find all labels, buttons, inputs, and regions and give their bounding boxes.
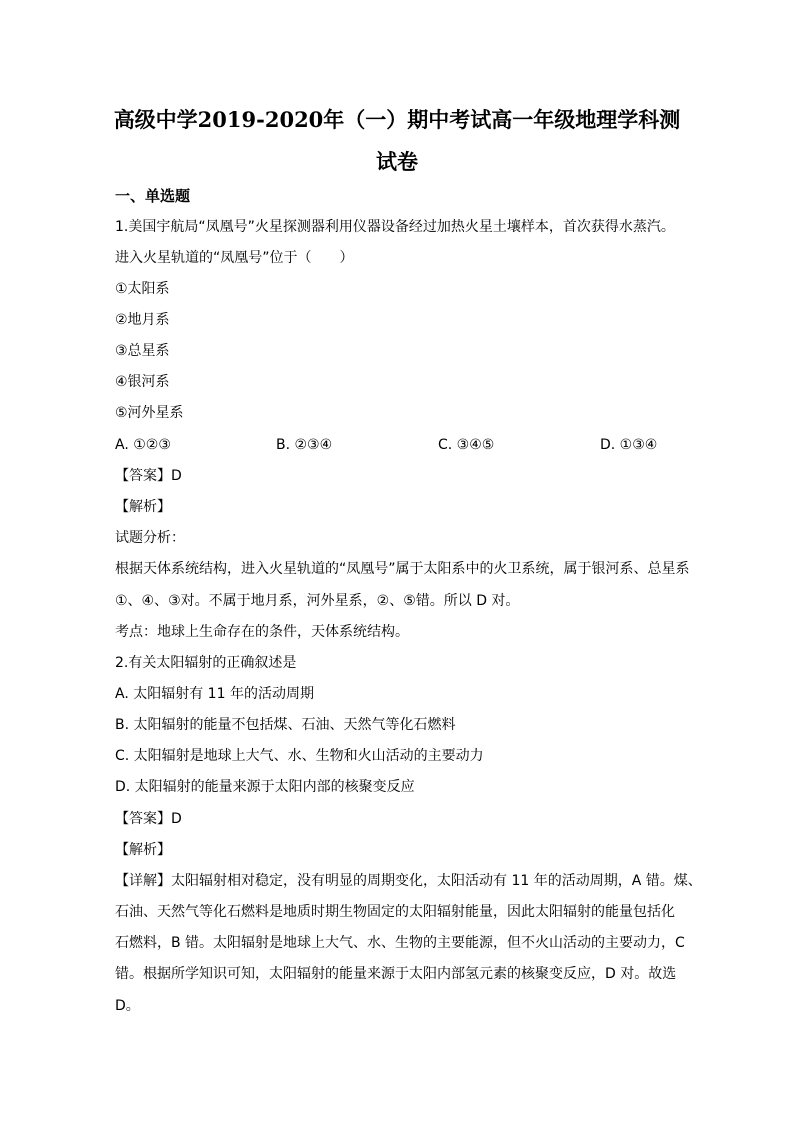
q2-analysis-label: 【解析】 <box>115 842 171 858</box>
q1-answer: 【答案】D <box>115 468 182 484</box>
q1-stem-line2: 进入火星轨道的“凤凰号”位于（ ） <box>115 250 354 266</box>
page-title-line1: 高级中学2019-2020年（一）期中考试高一年级地理学科测 <box>113 107 681 132</box>
q1-kaodian: 考点：地球上生命存在的条件，天体系统结构。 <box>115 624 409 640</box>
page-title-line2: 试卷 <box>376 149 418 174</box>
q1-analysis-line: 根据天体系统结构，进入火星轨道的“凤凰号”属于太阳系中的火卫系统，属于银河系、总星系 <box>115 561 690 577</box>
q1-option-c: C. ③④⑤ <box>438 437 495 453</box>
q1-stem-line1: 1.美国宇航局“凤凰号”火星探测器利用仪器设备经过加热火星土壤样本，首次获得水蒸汽。 <box>115 219 675 235</box>
q1-option-d: D. ①③④ <box>600 437 658 453</box>
q1-item: ⑤河外星系 <box>115 405 184 421</box>
q2-detail-line1 <box>115 871 702 891</box>
q1-item: ①太阳系 <box>115 281 170 297</box>
q2-detail-label: 【详解】 <box>115 873 171 889</box>
q1-analysis-label: 【解析】 <box>115 499 171 515</box>
q2-answer: 【答案】D <box>115 811 182 827</box>
q1-analysis-line: 试题分析： <box>115 530 185 546</box>
q1-item: ③总星系 <box>115 343 170 359</box>
q2-detail-line: 错。根据所学知识可知，太阳辐射的能量来源于太阳内部氢元素的核聚变反应，D 对。故选 <box>115 966 677 982</box>
q1-item: ④银河系 <box>115 374 170 390</box>
q2-option-c: C. 太阳辐射是地球上大气、水、生物和火山活动的主要动力 <box>115 748 484 764</box>
q2-option-b: B. 太阳辐射的能量不包括煤、石油、天然气等化石燃料 <box>115 717 456 733</box>
section-heading: 一、单选题 <box>115 187 191 205</box>
q2-detail-line: 石油、天然气等化石燃料是地质时期生物固定的太阳辐射能量，因此太阳辐射的能量包括化 <box>115 904 675 920</box>
q2-option-a: A. 太阳辐射有 11 年的活动周期 <box>115 686 314 702</box>
q1-option-a: A. ①②③ <box>115 437 171 453</box>
q2-option-d: D. 太阳辐射的能量来源于太阳内部的核聚变反应 <box>115 779 415 795</box>
q2-detail-text: 太阳辐射相对稳定，没有明显的周期变化，太阳活动有 11 年的活动周期，A 错。煤、 <box>171 873 702 889</box>
q1-analysis-line: ①、④、③对。不属于地月系，河外星系，②、⑤错。所以 D 对。 <box>115 593 520 609</box>
q1-item: ②地月系 <box>115 312 170 328</box>
q2-stem: 2.有关太阳辐射的正确叙述是 <box>115 655 297 671</box>
q2-detail-line: 石燃料，B 错。太阳辐射是地球上大气、水、生物的主要能源，但不火山活动的主要动力，C <box>115 935 685 951</box>
q1-option-b: B. ②③④ <box>276 437 333 453</box>
q2-detail-line: D。 <box>115 998 140 1014</box>
